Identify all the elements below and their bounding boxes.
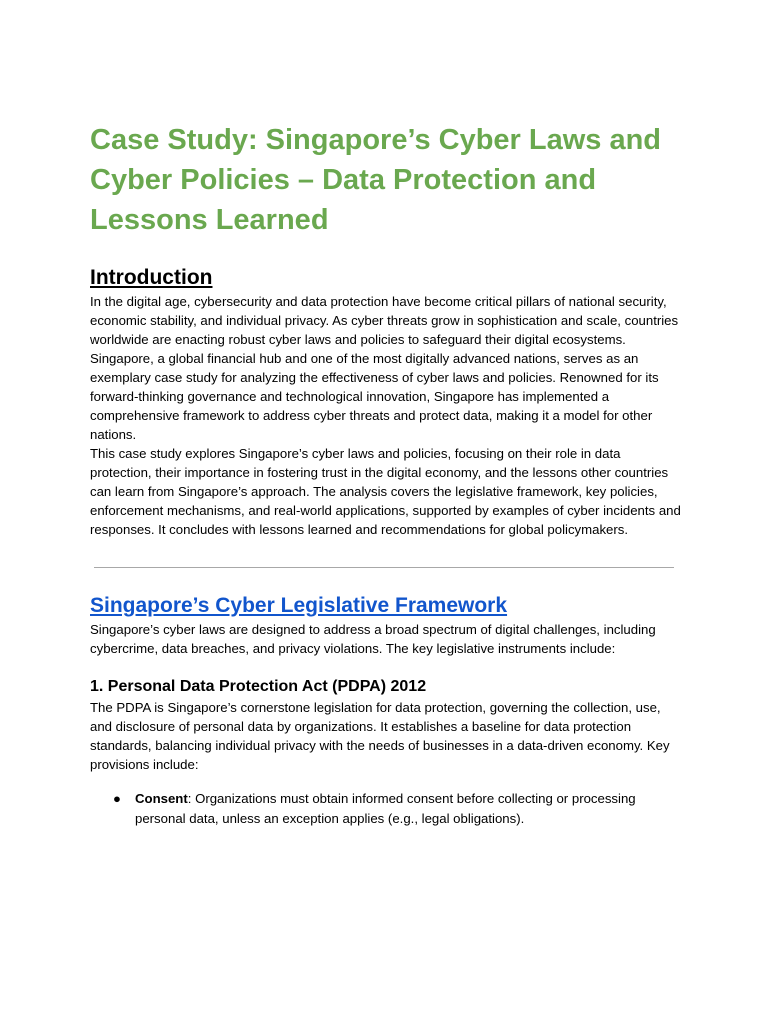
pdpa-heading: 1. Personal Data Protection Act (PDPA) 2012 <box>90 678 427 695</box>
introduction-paragraph-2: This case study explores Singapore’s cyber laws and policies, focusing on their role in data protection, their importance in fostering trust in the digital economy, and the lessons other countries can learn from Singapore’s approach. The analysis covers the legislative framework, key policies, enforcement mechanisms, and real-world applications, supported by examples of cyber incidents and responses. It concludes with lessons learned and recommendations for global policymakers. <box>90 446 681 537</box>
section-divider <box>94 567 674 568</box>
bullet-icon: ● <box>113 791 121 806</box>
pdpa-provisions-list <box>90 789 682 829</box>
framework-heading-link[interactable]: Singapore’s Cyber Legislative Framework <box>90 594 508 617</box>
list-item <box>113 789 682 829</box>
document-page <box>90 120 682 829</box>
document-title: Case Study: Singapore’s Cyber Laws and Cyber Policies – Data Protection and Lessons Learned <box>90 124 662 236</box>
introduction-heading: Introduction <box>90 266 213 289</box>
introduction-paragraph-1: In the digital age, cybersecurity and data protection have become critical pillars of national security, economic stability, and individual privacy. As cyber threats grow in sophistication and scale, countries worldwide are enacting robust cyber laws and policies to safeguard their digital ecosystems. Singapore, a global financial hub and one of the most digitally advanced nations, serves as an exemplary case study for analyzing the effectiveness of cyber laws and policies. Renowned for its forward-thinking governance and technological innovation, Singapore has implemented a comprehensive framework to address cyber threats and protect data, making it a model for other nations. <box>90 294 679 442</box>
provision-term: Consent <box>135 791 188 806</box>
pdpa-paragraph: The PDPA is Singapore’s cornerstone legislation for data protection, governing the collection, use, and disclosure of personal data by organizations. It establishes a baseline for data protection standards, balancing individual privacy with the needs of businesses in a data-driven economy. Key provisions include: <box>90 700 670 772</box>
framework-paragraph: Singapore’s cyber laws are designed to address a broad spectrum of digital challenges, including cybercrime, data breaches, and privacy violations. The key legislative instruments include: <box>90 622 656 656</box>
provision-text: : Organizations must obtain informed consent before collecting or processing personal data, unless an exception applies (e.g., legal obligations). <box>135 791 636 826</box>
